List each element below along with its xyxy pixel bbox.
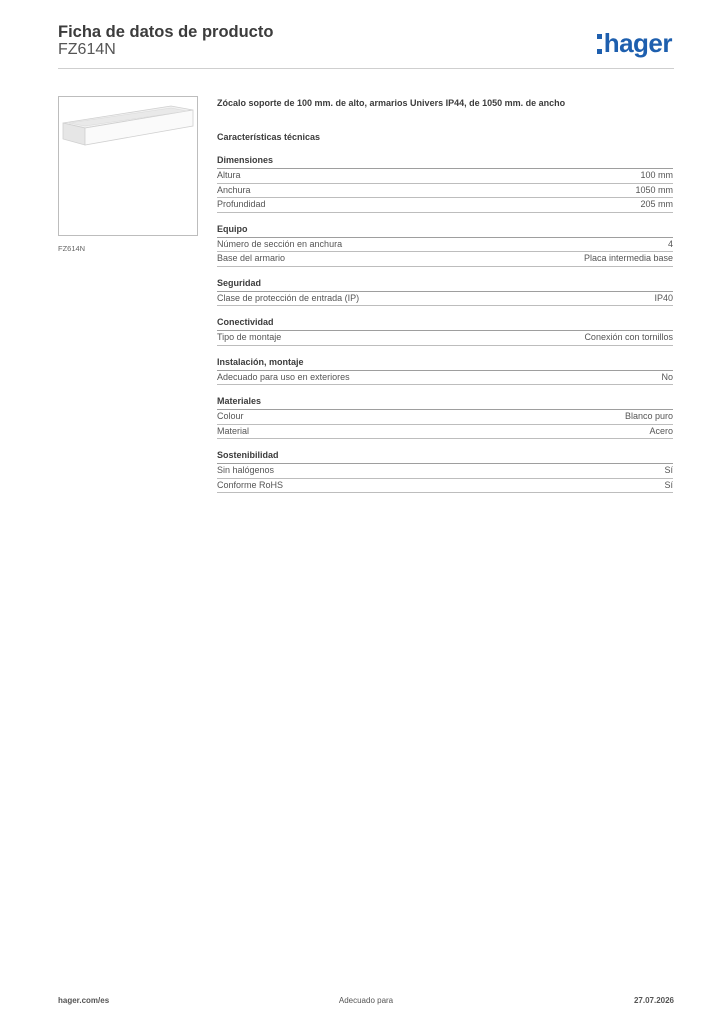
section-title: Instalación, montaje bbox=[217, 356, 673, 371]
section-sostenibilidad bbox=[217, 449, 673, 493]
spec-value: 100 mm bbox=[640, 170, 673, 180]
spec-label: Tipo de montaje bbox=[217, 332, 282, 342]
product-details bbox=[217, 92, 673, 493]
spec-label: Adecuado para uso en exteriores bbox=[217, 371, 350, 382]
spec-label: Material bbox=[217, 425, 250, 436]
product-description: Zócalo soporte de 100 mm. de alto, armarios Univers IP44, de 1050 mm. de ancho bbox=[217, 98, 566, 108]
spec-label: Profundidad bbox=[217, 199, 266, 209]
spec-value: Blanco puro bbox=[624, 411, 673, 421]
spec-label: Anchura bbox=[217, 184, 251, 195]
footer-website: hager.com/es bbox=[58, 996, 110, 1005]
spec-row bbox=[217, 184, 673, 199]
spec-label: Colour bbox=[217, 411, 244, 421]
plinth-illustration-icon bbox=[59, 97, 197, 235]
spec-row bbox=[217, 464, 673, 479]
tech-specs-title: Características técnicas bbox=[217, 132, 321, 142]
product-image bbox=[58, 96, 198, 236]
spec-row bbox=[217, 371, 673, 386]
section-seguridad bbox=[217, 277, 673, 307]
spec-row bbox=[217, 169, 673, 184]
spec-label: Número de sección en anchura bbox=[217, 238, 343, 249]
page-header bbox=[58, 20, 674, 68]
spec-value: Placa intermedia base bbox=[583, 253, 673, 263]
spec-row bbox=[217, 292, 673, 307]
spec-value: IP40 bbox=[654, 292, 673, 303]
spec-value: Acero bbox=[649, 425, 673, 436]
spec-row bbox=[217, 238, 673, 253]
document-title: Ficha de datos de producto bbox=[58, 23, 274, 41]
section-title: Materiales bbox=[217, 395, 673, 410]
spec-value: 205 mm bbox=[640, 199, 673, 209]
spec-value: 1050 mm bbox=[635, 184, 673, 195]
section-conectividad bbox=[217, 316, 673, 346]
section-title: Dimensiones bbox=[217, 154, 673, 169]
spec-row bbox=[217, 425, 673, 440]
footer-center-text: Adecuado para bbox=[338, 996, 394, 1005]
logo-text: hager bbox=[603, 28, 672, 58]
page-footer bbox=[58, 996, 674, 1012]
spec-row bbox=[217, 198, 673, 213]
section-title: Seguridad bbox=[217, 277, 673, 292]
spec-value: No bbox=[661, 371, 673, 382]
section-title: Sostenibilidad bbox=[217, 449, 673, 464]
spec-label: Clase de protección de entrada (IP) bbox=[217, 292, 360, 303]
section-dimensiones bbox=[217, 154, 673, 213]
section-title: Equipo bbox=[217, 223, 673, 238]
spec-row bbox=[217, 252, 673, 267]
spec-label: Altura bbox=[217, 170, 241, 180]
section-materiales bbox=[217, 395, 673, 439]
spec-row bbox=[217, 410, 673, 425]
spec-label: Sin halógenos bbox=[217, 465, 275, 475]
spec-value: Sí bbox=[664, 479, 673, 490]
spec-value: Sí bbox=[664, 465, 673, 475]
footer-date: 27.07.2026 bbox=[633, 996, 674, 1005]
section-title: Conectividad bbox=[217, 316, 673, 331]
section-equipo bbox=[217, 223, 673, 267]
spec-label: Conforme RoHS bbox=[217, 479, 284, 490]
header-divider bbox=[58, 68, 674, 69]
image-caption: FZ614N bbox=[58, 244, 86, 253]
spec-value: 4 bbox=[667, 238, 673, 249]
spec-value: Conexión con tornillos bbox=[584, 332, 673, 342]
spec-row bbox=[217, 479, 673, 494]
section-instalacion bbox=[217, 356, 673, 386]
product-code: FZ614N bbox=[58, 41, 116, 58]
hager-logo bbox=[597, 28, 672, 58]
spec-row bbox=[217, 331, 673, 346]
logo-mark-icon bbox=[597, 34, 603, 54]
spec-label: Base del armario bbox=[217, 253, 286, 263]
